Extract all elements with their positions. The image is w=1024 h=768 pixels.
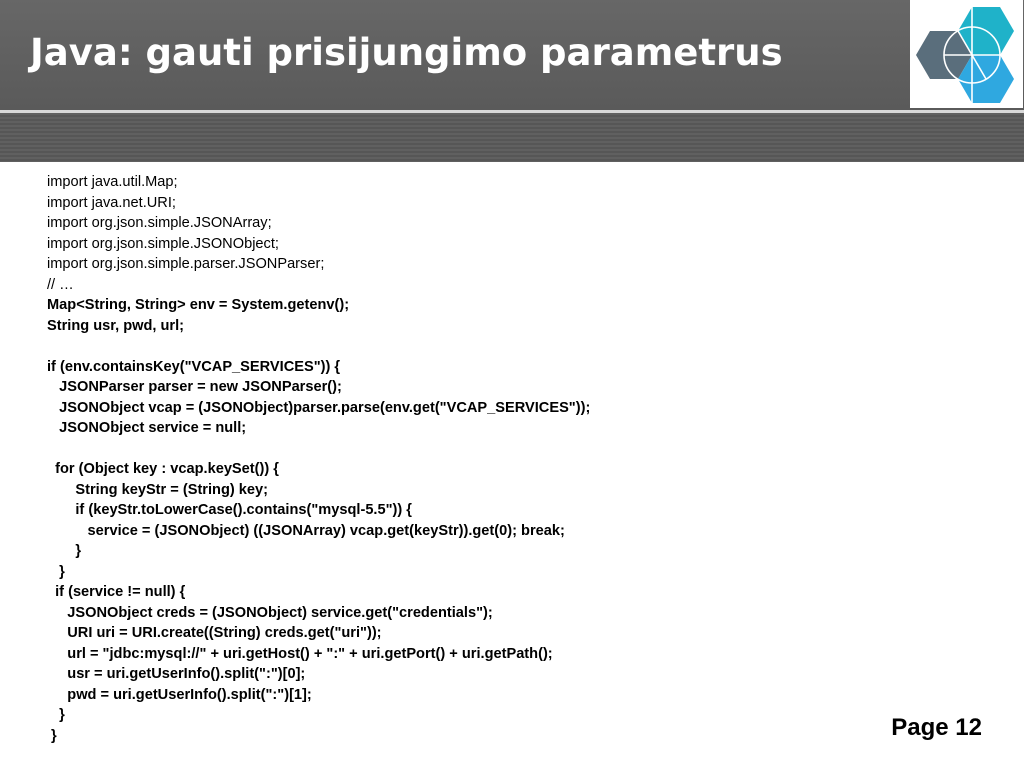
code-block <box>47 172 590 746</box>
code-line: import org.json.simple.parser.JSONParser; <box>47 256 325 272</box>
code-line: } <box>47 543 82 559</box>
code-line: JSONParser parser = new JSONParser(); <box>47 379 342 395</box>
code-line: } <box>47 563 65 580</box>
code-line: import org.json.simple.JSONArray; <box>47 215 272 231</box>
code-line: JSONObject creds = (JSONObject) service.get("credentials"); <box>47 604 493 621</box>
code-line: import java.net.URI; <box>47 194 176 211</box>
code-line <box>47 439 590 460</box>
code-line: URI uri = URI.create((String) creds.get("uri")); <box>47 625 382 641</box>
code-line: Map<String, String> env = System.getenv(); <box>47 297 350 313</box>
code-line: if (env.containsKey("VCAP_SERVICES")) { <box>47 358 341 375</box>
code-line: String keyStr = (String) key; <box>47 481 268 498</box>
code-line: service = (JSONObject) ((JSONArray) vcap.get(keyStr)).get(0); break; <box>47 522 565 539</box>
code-line: pwd = uri.getUserInfo().split(":")[1]; <box>47 686 312 703</box>
code-line: JSONObject vcap = (JSONObject)parser.parse(env.get("VCAP_SERVICES")); <box>47 399 591 416</box>
code-line <box>47 336 590 357</box>
logo <box>910 0 1023 108</box>
code-line: if (service != null) { <box>47 584 186 600</box>
header-band <box>0 113 1024 162</box>
code-line: String usr, pwd, url; <box>47 317 185 334</box>
code-line: JSONObject service = null; <box>47 420 247 436</box>
page-number: Page 12 <box>891 714 982 741</box>
code-line: } <box>47 707 65 723</box>
code-line: if (keyStr.toLowerCase().contains("mysql-5.5")) { <box>47 502 412 518</box>
hexagon-cluster-logo-icon <box>910 0 1023 108</box>
code-line: usr = uri.getUserInfo().split(":")[0]; <box>47 666 306 682</box>
code-line: import java.util.Map; <box>47 174 178 190</box>
code-line: import org.json.simple.JSONObject; <box>47 235 279 252</box>
code-line: // … <box>47 276 74 293</box>
code-line: for (Object key : vcap.keySet()) { <box>47 461 279 477</box>
slide-title: Java: gauti prisijungimo parametrus <box>30 31 783 74</box>
code-line: url = "jdbc:mysql://" + uri.getHost() + ":" + uri.getPort() + uri.getPath(); <box>47 645 553 662</box>
code-line: } <box>47 727 57 744</box>
